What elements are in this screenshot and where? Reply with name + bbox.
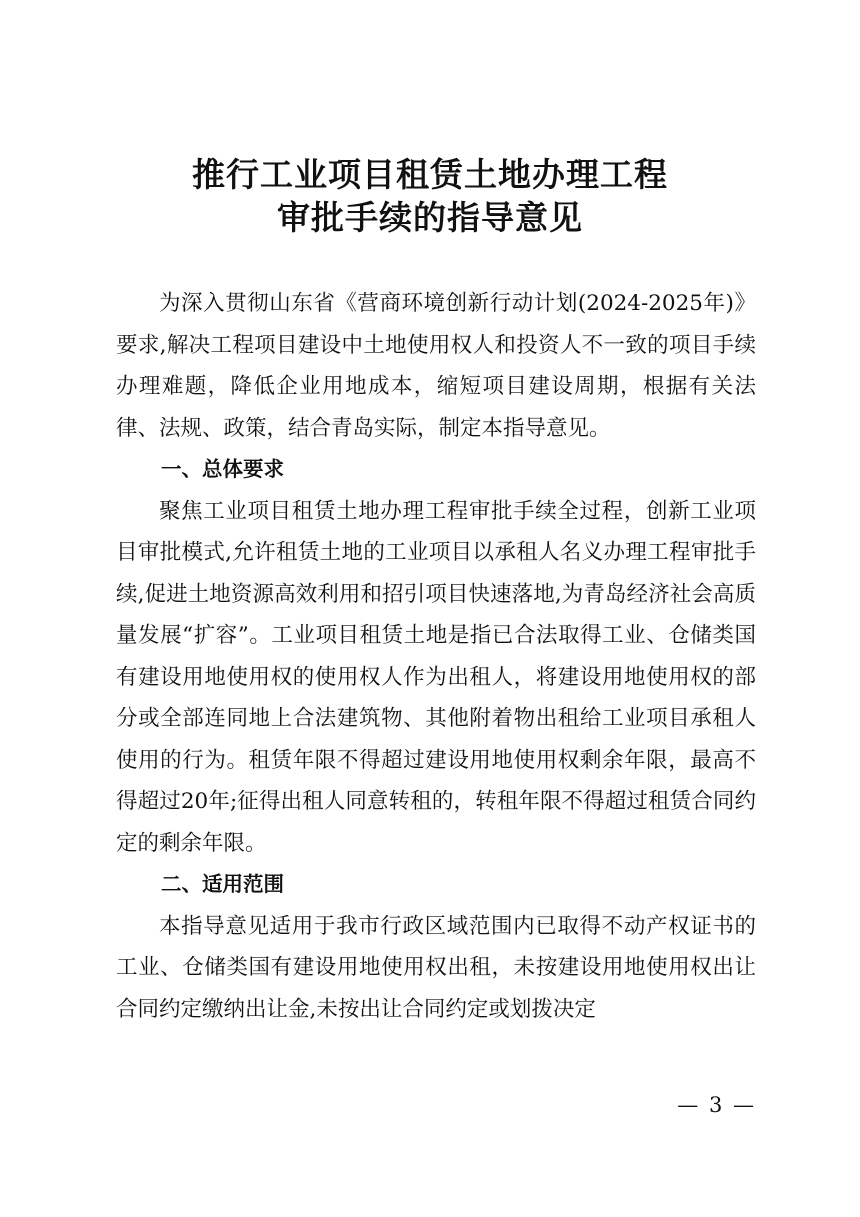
- page-number: — 3 —: [677, 1093, 756, 1117]
- section-2-paragraph: 本指导意见适用于我市行政区域范围内已取得不动产权证书的工业、仓储类国有建设用地使用权出租，未按建设用地使用权出让合同约定缴纳出让金,未按出让合同约定或划拨决定: [116, 913, 756, 1022]
- document-title-line-2: 审批手续的指导意见: [277, 198, 583, 237]
- document-title-line-1: 推行工业项目租赁土地办理工程: [192, 155, 668, 194]
- section-1-paragraph: 聚焦工业项目租赁土地办理工程审批手续全过程，创新工业项目审批模式,允许租赁土地的工业项目以承租人名义办理工程审批手续,促进土地资源高效利用和招引项目快速落地,为青岛经济社会高质量发展“扩容”。工业项目租赁土地是指已合法取得工业、仓储类国有建设用地使用权的使用权人作为出租人，将建设用地使用权的部分或全部连同地上合法建筑物、其他附着物出租给工业项目承租人使用的行为。租赁年限不得超过建设用地使用权剩余年限，最高不得超过20年;征得出租人同意转租的，转租年限不得超过租赁合同约定的剩余年限。: [116, 498, 756, 856]
- section-1-heading: 一、总体要求: [161, 457, 284, 481]
- section-2-heading: 二、适用范围: [161, 872, 284, 896]
- document-body: [116, 283, 756, 1030]
- intro-paragraph: 为深入贯彻山东省《营商环境创新行动计划(2024-2025年)》要求,解决工程项目建设中土地使用权人和投资人不一致的项目手续办理难题，降低企业用地成本，缩短项目建设周期，根据有关法律、法规、政策，结合青岛实际，制定本指导意见。: [116, 291, 756, 441]
